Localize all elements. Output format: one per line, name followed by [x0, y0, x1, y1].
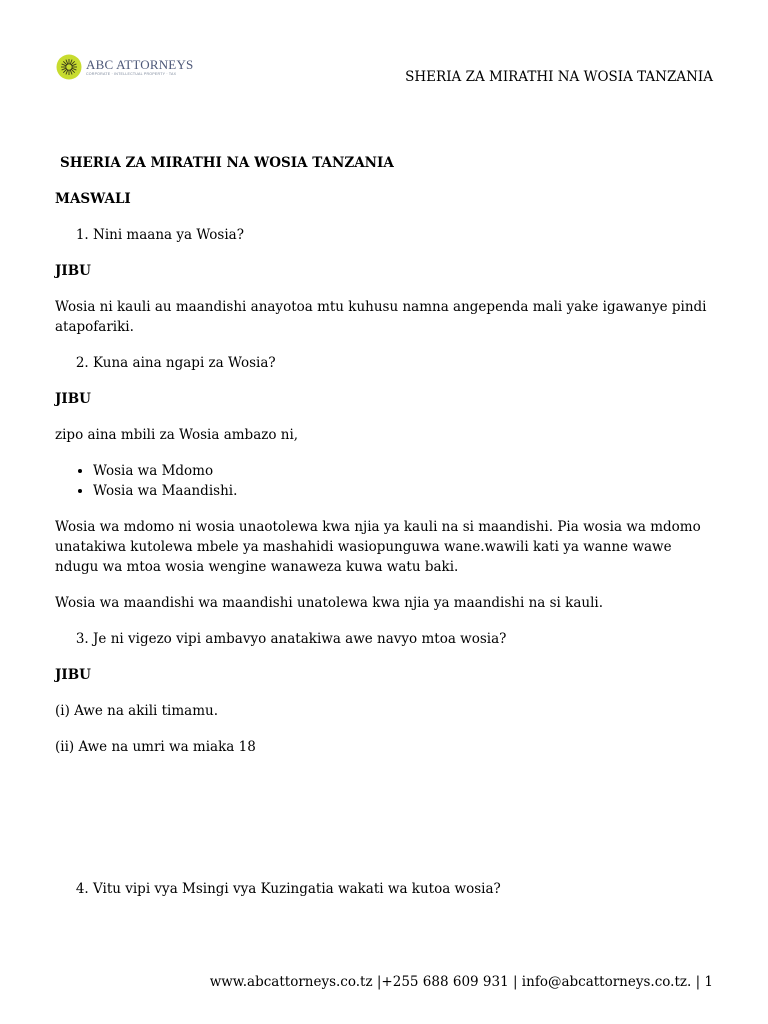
page-footer: www.abcattorneys.co.tz |+255 688 609 931 | info@abcattorneys.co.tz. | 1	[209, 974, 713, 990]
question-list-2	[55, 353, 715, 373]
list-item: • Wosia wa Mdomo	[93, 461, 715, 481]
logo-name: ABC ATTORNEYS	[86, 56, 194, 72]
jibu-heading-1: JIBU	[55, 263, 91, 279]
question-list-3	[55, 629, 715, 649]
question-3: 3. Je ni vigezo vipi ambavyo anatakiwa awe navyo mtoa wosia?	[93, 629, 715, 649]
answer-3-item-2: (ii) Awe na umri wa miaka 18	[55, 739, 256, 755]
list-item: • Wosia wa Maandishi.	[93, 481, 715, 501]
blank-space	[55, 773, 715, 879]
running-header-title: SHERIA ZA MIRATHI NA WOSIA TANZANIA	[405, 69, 713, 85]
sunburst-logo-icon	[56, 54, 82, 80]
question-1: 1. Nini maana ya Wosia?	[93, 225, 715, 245]
answer-2-paragraph-2: Wosia wa maandishi wa maandishi unatolewa kwa njia ya maandishi na si kauli.	[55, 595, 604, 611]
logo-tagline: CORPORATE · INTELLECTUAL PROPERTY · TAX	[86, 71, 177, 76]
question-2: 2. Kuna aina ngapi za Wosia?	[93, 353, 715, 373]
jibu-heading-2: JIBU	[55, 391, 91, 407]
answer-2-intro: zipo aina mbili za Wosia ambazo ni,	[55, 427, 299, 443]
company-logo	[56, 52, 193, 82]
document-body	[55, 153, 715, 915]
question-list-4	[55, 879, 715, 899]
answer-2-paragraph-1: Wosia wa mdomo ni wosia unaotolewa kwa njia ya kauli na si maandishi. Pia wosia wa mdomo unatakiwa kutolewa mbele ya mashahidi wasiopunguwa wane.wawili kati ya wanne wawe ndugu wa mtoa wosia wengine wanaweza kuwa watu baki.	[55, 519, 701, 575]
wosia-types-list	[55, 461, 715, 501]
answer-3-item-1: (i) Awe na akili timamu.	[55, 703, 219, 719]
question-4: 4. Vitu vipi vya Msingi vya Kuzingatia wakati wa kutoa wosia?	[93, 879, 715, 899]
document-title: SHERIA ZA MIRATHI NA WOSIA TANZANIA	[60, 155, 394, 171]
maswali-heading: MASWALI	[55, 191, 131, 207]
question-list-1	[55, 225, 715, 245]
answer-1: Wosia ni kauli au maandishi anayotoa mtu kuhusu namna angependa mali yake igawanye pindi atapofariki.	[55, 299, 707, 335]
jibu-heading-3: JIBU	[55, 667, 91, 683]
